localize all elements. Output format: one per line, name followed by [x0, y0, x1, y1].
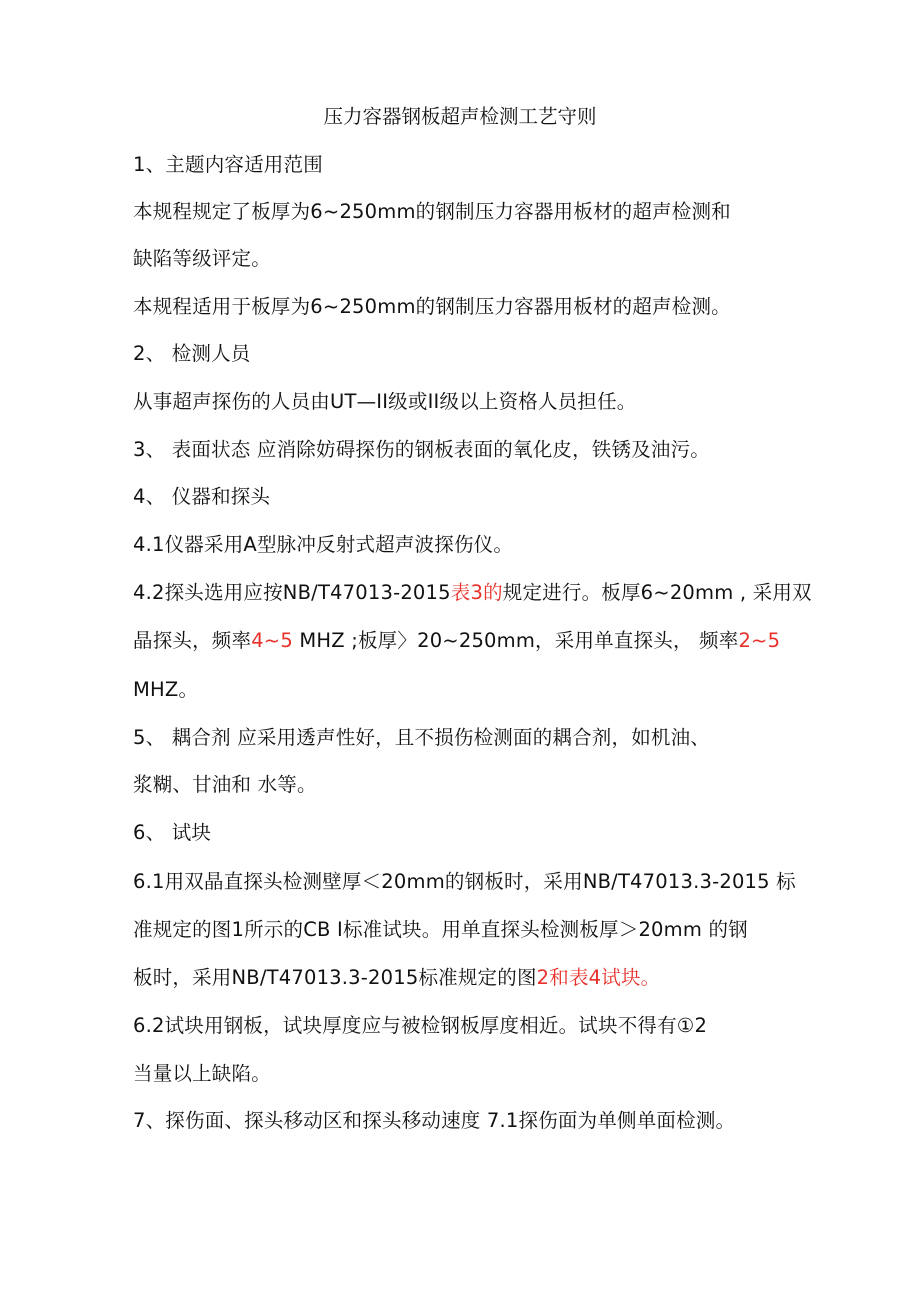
- section-3-heading: 3、 表面状态 应消除妨碍探伤的钢板表面的氧化皮，铁锈及油污。: [133, 438, 711, 461]
- paragraph-line: 准规定的图1所示的CB I标准试块。用单直探头检测板厚＞20mm 的钢: [133, 918, 748, 941]
- text-run: MHZ ;板厚〉20~250mm，采用单直探头， 频率: [292, 629, 739, 652]
- document-title: 压力容器钢板超声检测工艺守则: [323, 105, 597, 128]
- text-run: 规定进行。板厚6~20mm , 采用双: [502, 581, 812, 604]
- section-5-heading: 5、 耦合剂 应采用透声性好，且不损伤检测面的耦合剂，如机油、: [133, 726, 711, 749]
- paragraph-line: 本规程适用于板厚为6~250mm的钢制压力容器用板材的超声检测。: [133, 295, 731, 318]
- text-run: 4.2探头选用应按NB/T47013-2015: [133, 581, 451, 604]
- paragraph-line: 4.1仪器采用A型脉冲反射式超声波探伤仪。: [133, 533, 514, 556]
- highlight-text: 2和表4试块。: [536, 966, 661, 989]
- paragraph-line: 本规程规定了板厚为6~250mm的钢制压力容器用板材的超声检测和: [133, 200, 731, 223]
- paragraph-line: 当量以上缺陷。: [133, 1062, 271, 1085]
- paragraph-line: 6.1用双晶直探头检测壁厚＜20mm的钢板时，采用NB/T47013.3-2015 标: [133, 870, 796, 893]
- section-1-heading: 1、主题内容适用范围: [133, 153, 323, 176]
- paragraph-line: [133, 580, 812, 606]
- section-2-heading: 2、 检测人员: [133, 342, 251, 365]
- section-6-heading: 6、 试块: [133, 821, 212, 844]
- paragraph-line: [133, 628, 780, 654]
- highlight-text: 2~5: [738, 629, 781, 652]
- highlight-text: 4~5: [251, 629, 293, 652]
- section-7-heading: 7、探伤面、探头移动区和探头移动速度 7.1探伤面为单侧单面检测。: [133, 1109, 736, 1132]
- paragraph-line: 缺陷等级评定。: [133, 247, 271, 270]
- paragraph-line: MHZ。: [133, 678, 199, 701]
- paragraph-line: 从事超声探伤的人员由UT—II级或II级以上资格人员担任。: [133, 390, 637, 413]
- paragraph-line: 浆糊、甘油和 水等。: [133, 773, 317, 796]
- highlight-text: 表3的: [450, 581, 503, 604]
- section-4-heading: 4、 仪器和探头: [133, 485, 271, 508]
- text-run: 晶探头，频率: [133, 629, 252, 652]
- paragraph-line: [133, 965, 660, 991]
- text-run: 板时，采用NB/T47013.3-2015标准规定的图: [133, 966, 537, 989]
- paragraph-line: 6.2试块用钢板，试块厚度应与被检钢板厚度相近。试块不得有①2: [133, 1014, 708, 1037]
